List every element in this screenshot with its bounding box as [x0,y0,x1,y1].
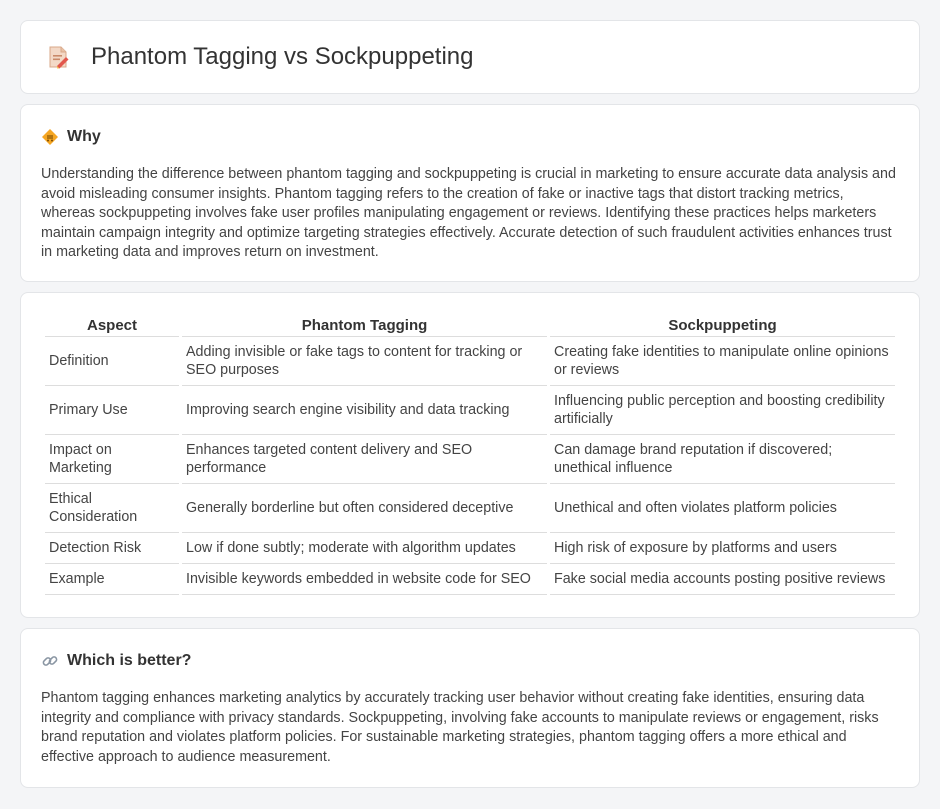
phantom-cell: Improving search engine visibility and data tracking [182,386,547,435]
which-better-section [20,628,920,788]
why-section [20,104,920,282]
phantom-cell: Enhances targeted content delivery and SEO performance [182,435,547,484]
aspect-cell: Impact on Marketing [45,435,179,484]
table-row [45,435,895,484]
sockpuppet-cell: Influencing public perception and boosting credibility artificially [550,386,895,435]
table-row [45,484,895,533]
sockpuppet-cell: Fake social media accounts posting positive reviews [550,564,895,595]
better-text: Phantom tagging enhances marketing analytics by accurately tracking user behavior without creating fake identities, ensuring data integrity and compliance with privacy standards. Sockpuppeting, involving fake accounts to manipulate reviews or engagement, risks brand reputation and violates platform policies. For sustainable marketing strategies, phantom tagging offers a more ethical and effective approach to audience measurement. [41,690,879,765]
page-title: Phantom Tagging vs Sockpuppeting [91,43,474,70]
phantom-cell: Invisible keywords embedded in website code for SEO [182,564,547,595]
why-text: Understanding the difference between phantom tagging and sockpuppeting is crucial in marketing to ensure accurate data analysis and avoid misleading consumer insights. Phantom tagging refers to the creation of fake or inactive tags that distort tracking metrics, whereas sockpuppeting involves fake user profiles manipulating engagement or reviews. Identifying these practices helps marketers maintain campaign integrity and optimize targeting strategies effectively. Accurate detection of such fraudulent activities enhances trust in marketing data and improves return on investment. [41,166,896,260]
aspect-cell: Ethical Consideration [45,484,179,533]
sockpuppet-cell: Creating fake identities to manipulate online opinions or reviews [550,337,895,386]
sockpuppet-cell: Can damage brand reputation if discovered; unethical influence [550,435,895,484]
aspect-cell: Detection Risk [45,533,179,564]
table-row [45,386,895,435]
link-icon [41,652,59,670]
aspect-cell: Definition [45,337,179,386]
sockpuppet-cell: High risk of exposure by platforms and users [550,533,895,564]
phantom-cell: Low if done subtly; moderate with algorithm updates [182,533,547,564]
why-heading: Why [67,128,101,145]
aspect-cell: Primary Use [45,386,179,435]
phantom-cell: Adding invisible or fake tags to content for tracking or SEO purposes [182,337,547,386]
header-sockpuppeting: Sockpuppeting [550,313,895,337]
header-aspect: Aspect [45,313,179,337]
comparison-table [42,313,898,595]
phantom-cell: Generally borderline but often considered deceptive [182,484,547,533]
header-phantom-tagging: Phantom Tagging [182,313,547,337]
document-edit-icon [45,44,71,70]
aspect-cell: Example [45,564,179,595]
table-row [45,533,895,564]
table-row [45,564,895,595]
table-row [45,337,895,386]
comparison-card [20,292,920,618]
better-heading: Which is better? [67,652,192,669]
sockpuppet-cell: Unethical and often violates platform policies [550,484,895,533]
title-card [20,20,920,94]
warning-sign-icon [41,128,59,146]
